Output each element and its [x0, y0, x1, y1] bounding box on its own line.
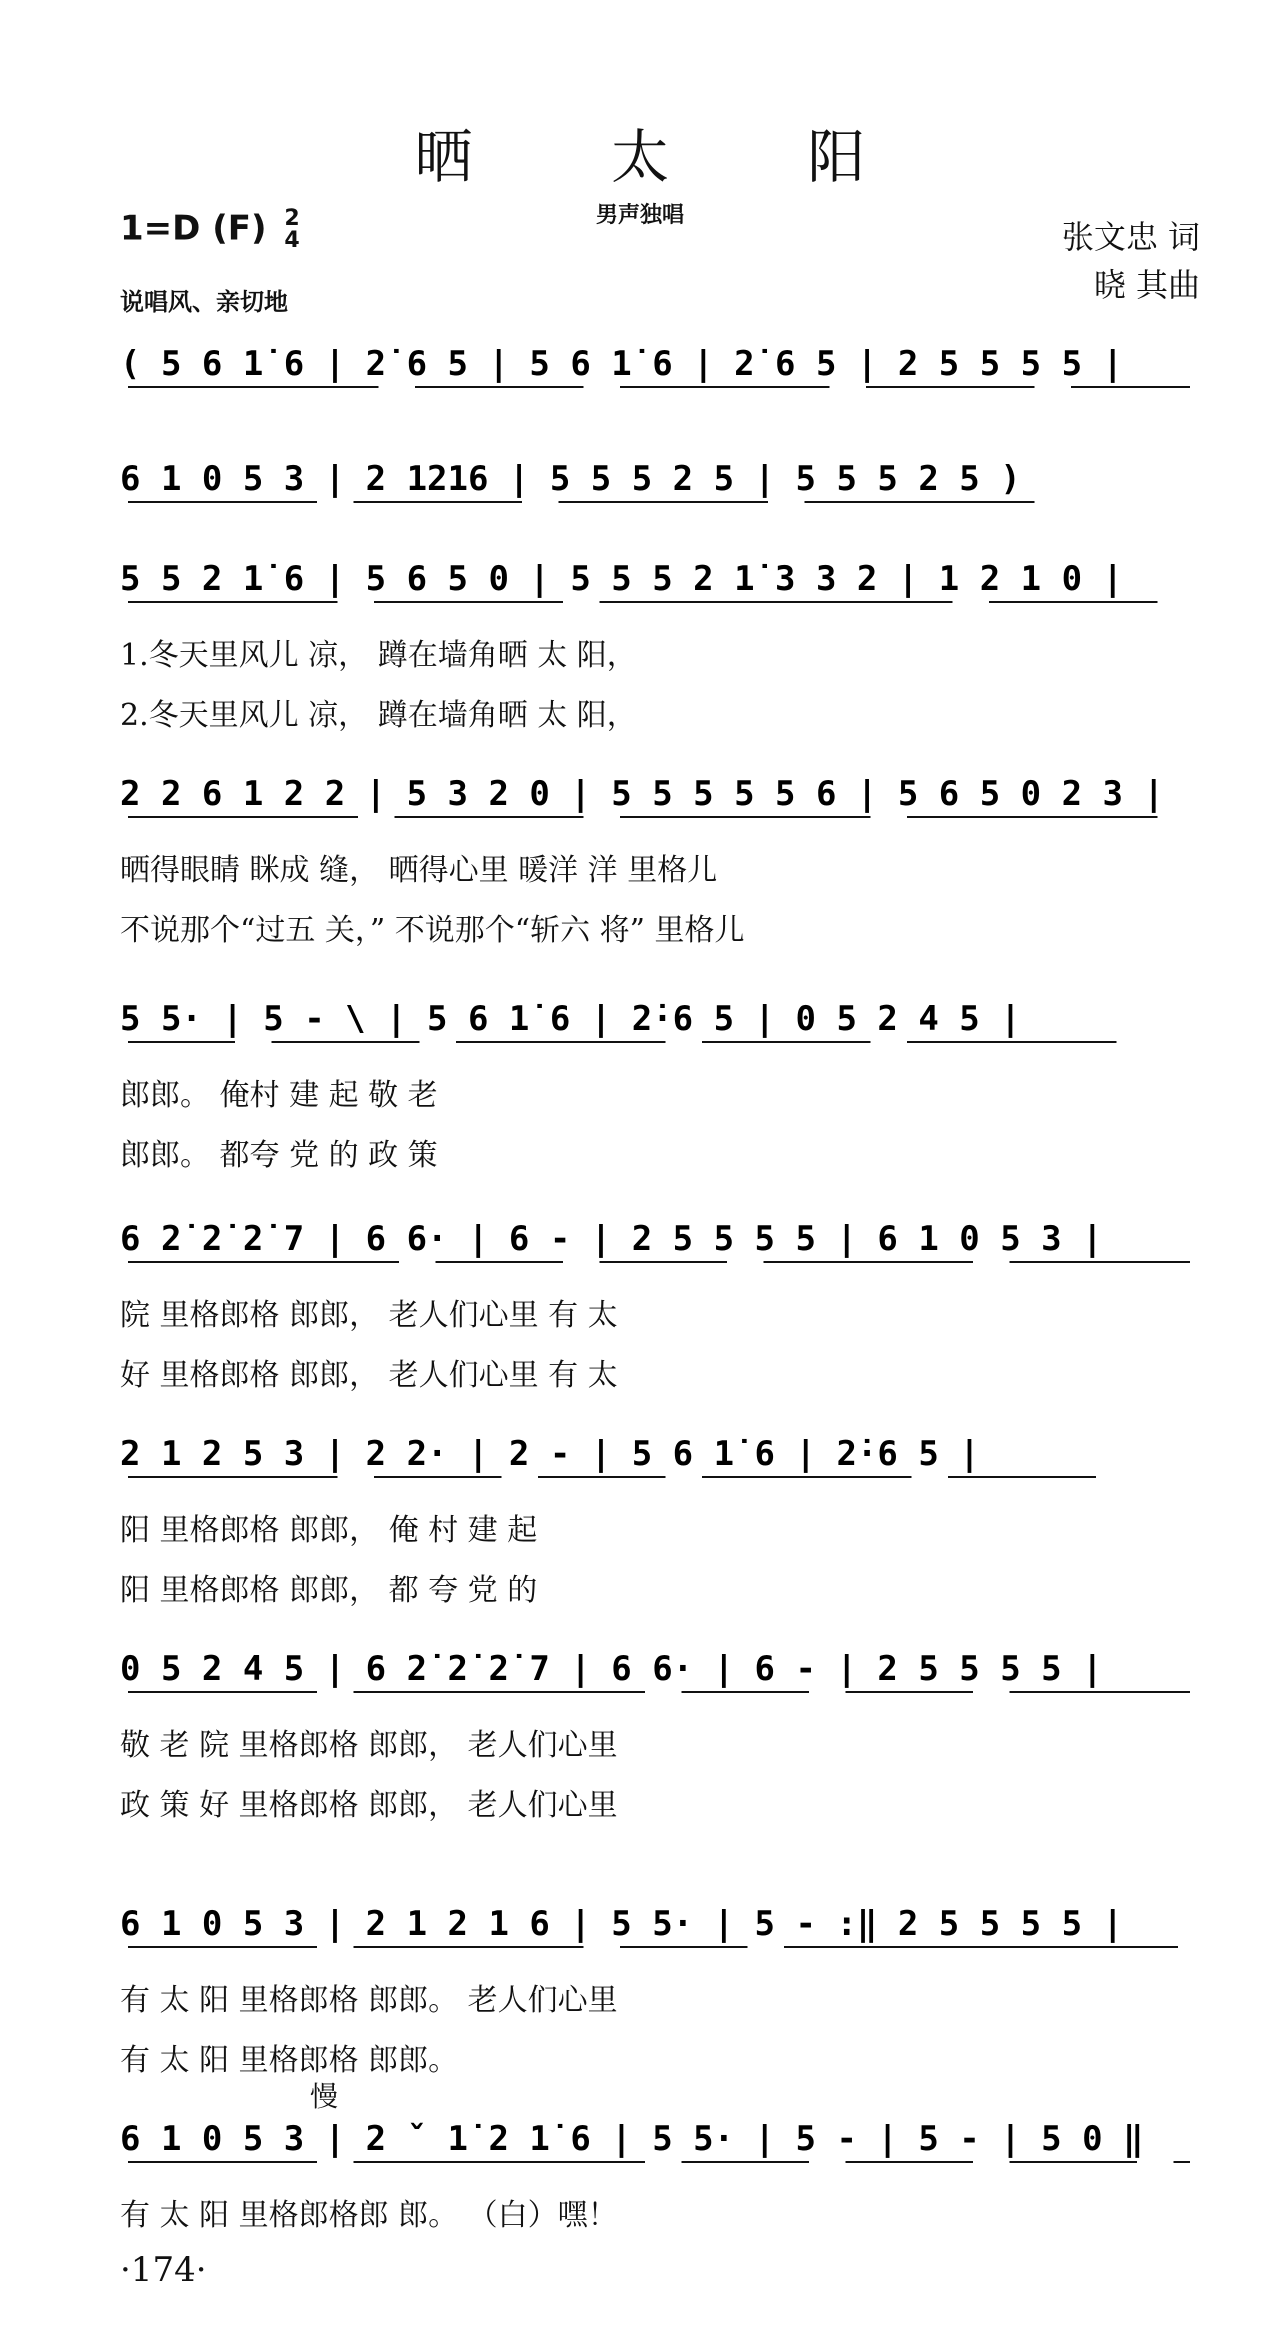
- lyric-line-5-verse2: 郎郎。 都夸 党 的 政 策: [120, 1138, 438, 1173]
- lyric-line-6-verse2: 好 里格郎格 郎郎， 老人们心里 有 太: [120, 1358, 618, 1393]
- lyric-line-4-verse2: 不说那个“过五 关，” 不说那个“斩六 将” 里格儿: [120, 913, 745, 948]
- time-signature-bottom: 4: [284, 228, 300, 253]
- notation-line-7: 2 1 2 5 3 | 2 2· | 2 - | 5 6 1̇ 6 | 2̇·6 5 |: [120, 1434, 980, 1474]
- notation-line-8: 0 5 2 4 5 | 6 2̇ 2̇ 2̇ 7 | 6 6· | 6 - | 2 5 5 5 5 |: [120, 1649, 1103, 1689]
- notation-line-10: 6 1 0 5 3 | 2 ˇ 1̇ 2 1̇ 6 | 5 5· | 5 - | 5 - | 5 0 ‖: [120, 2119, 1144, 2159]
- notation-line-6: 6 2̇ 2̇ 2̇ 7 | 6 6· | 6 - | 2 5 5 5 5 | 6 1 0 5 3 |: [120, 1219, 1103, 1259]
- lyric-line-7-verse2: 阳 里格郎格 郎郎， 都 夸 党 的: [120, 1573, 538, 1608]
- style-marking: 说唱风、亲切地: [120, 288, 288, 316]
- lyric-line-8-verse2: 政 策 好 里格郎格 郎郎， 老人们心里: [120, 1788, 618, 1823]
- lyric-line-6-verse1: 院 里格郎格 郎郎， 老人们心里 有 太: [120, 1298, 618, 1333]
- lyricist-credit: 张文忠 词: [1061, 218, 1200, 256]
- notation-line-1: ( 5 6 1̇ 6 | 2̇ 6 5 | 5 6 1̇ 6 | 2̇ 6 5 | 2 5 5 5 5 |: [120, 344, 1124, 384]
- lyric-line-3-verse2: 2.冬天里风儿 凉， 蹲在墙角晒 太 阳，: [120, 698, 637, 733]
- lyric-line-3-verse1: 1.冬天里风儿 凉， 蹲在墙角晒 太 阳，: [120, 638, 637, 673]
- lyric-line-9-verse1: 有 太 阳 里格郎格 郎郎。 老人们心里: [120, 1983, 618, 2018]
- song-title: 晒 太 阳: [414, 123, 926, 191]
- notation-line-5: 5 5· | 5 - \ | 5 6 1̇ 6 | 2̇·6 5 | 0 5 2 4 5 |: [120, 999, 1021, 1039]
- performance-type: 男声独唱: [595, 202, 684, 228]
- notation-line-2: 6 1 0 5 3 | 2 1216 | 5 5 5 2 5 | 5 5 5 2 5 ): [120, 459, 1021, 499]
- lyric-line-8-verse1: 敬 老 院 里格郎格 郎郎， 老人们心里: [120, 1728, 618, 1763]
- lyric-line-7-verse1: 阳 里格郎格 郎郎， 俺 村 建 起: [120, 1513, 538, 1548]
- lyric-line-5-verse1: 郎郎。 俺村 建 起 敬 老: [120, 1078, 438, 1113]
- composer-credit: 晓 其曲: [1093, 266, 1200, 304]
- lyric-line-9-verse2: 有 太 阳 里格郎格 郎郎。: [120, 2043, 459, 2078]
- notation-line-4: 2 2 6 1 2 2 | 5 3 2 0 | 5 5 5 5 5 6 | 5 6 5 0 2 3 |: [120, 774, 1164, 814]
- lyric-line-4-verse1: 晒得眼睛 眯成 缝， 晒得心里 暖洋 洋 里格儿: [120, 853, 718, 888]
- notation-line-3: 5 5 2 1̇ 6 | 5 6 5 0 | 5 5 5 2 1̇ 3 3 2 | 1 2 1 0 |: [120, 559, 1124, 599]
- key-signature-text: 1=D (F): [120, 208, 267, 249]
- notation-line-9: 6 1 0 5 3 | 2 1 2 1 6 | 5 5· | 5 - :‖ 2 5 5 5 5 |: [120, 1904, 1124, 1944]
- tempo-marking: 慢: [310, 2080, 339, 2113]
- lyric-line-10-verse1: 有 太 阳 里格郎格郎 郎。 （白）嘿！: [120, 2198, 618, 2233]
- page-number: ·174·: [120, 2250, 207, 2290]
- time-signature-top: 2: [284, 206, 300, 231]
